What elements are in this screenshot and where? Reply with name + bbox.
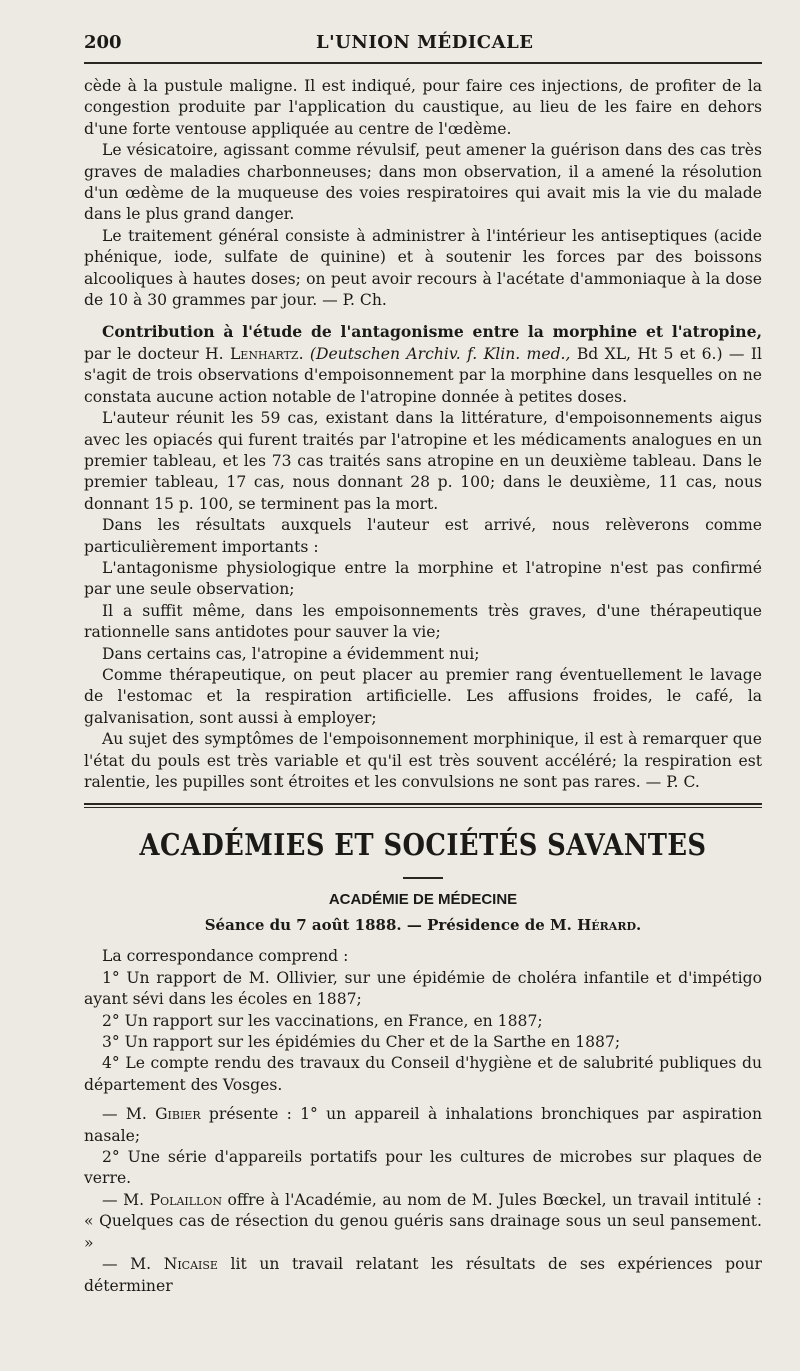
correspondence-intro: La correspondance comprend : bbox=[102, 947, 349, 966]
article-title: Contribution à l'étude de l'antagonisme entre la morphine et l'atropine, bbox=[102, 322, 762, 342]
gibier-text: présente : 1° un appareil à inhalations bronchiques par aspiration nasale; bbox=[84, 1105, 762, 1145]
article-author: Lenhartz bbox=[229, 344, 299, 363]
page-header bbox=[84, 28, 762, 56]
president-name: Hérard bbox=[577, 916, 637, 935]
correspondence-item-4: 4° Le compte rendu des travaux du Conseil d'hygiène et de salubrité publiques du département des Vosges. bbox=[84, 1054, 762, 1094]
nicaise-reading bbox=[84, 1254, 762, 1297]
section-title: ACADÉMIES ET SOCIÉTÉS SAVANTES bbox=[139, 828, 707, 864]
paragraph-result-1: L'antagonisme physiologique entre la morphine et l'atropine n'est pas confirmé par une seule observation; bbox=[84, 558, 762, 599]
polaillon-dash: — M. bbox=[102, 1190, 150, 1209]
gibier-item-2: 2° Une série d'appareils portatifs pour les cultures de microbes sur plaques de verre. bbox=[84, 1148, 762, 1188]
paragraph-statistics: L'auteur réunit les 59 cas, existant dans la littérature, d'empoisonnements aigus avec les opiacés qui furent traités par l'atropine et les médicaments analogues en un premier tableau, et les 73 cas traités sans atropine en un deuxième tableau. Dans le premier tableau, 17 cas, nous donnant 28 p. 100; dans le deuxième, 11 cas, nous donnant 15 p. 100, se terminent pas la mort. bbox=[84, 409, 762, 513]
paragraph-result-3: Dans certains cas, l'atropine a évidemment nui; bbox=[102, 644, 480, 663]
session-date: Séance du 7 août 1888. — Présidence de M. bbox=[204, 916, 578, 935]
polaillon-offer bbox=[84, 1190, 762, 1254]
correspondence-item-1: 1° Un rapport de M. Ollivier, sur une épidémie de choléra infantile et d'impétigo ayant sévi dans les écoles en 1887; bbox=[84, 968, 762, 1009]
academy-heading: ACADÉMIE DE MÉDECINE bbox=[328, 891, 518, 909]
nicaise-name: Nicaise bbox=[163, 1255, 218, 1274]
page-number: 200 bbox=[84, 32, 122, 53]
section-divider bbox=[84, 803, 762, 808]
nicaise-text: lit un travail relatant les résultats de ses expériences pour déterminer bbox=[84, 1255, 762, 1295]
article-byline: par le docteur H. bbox=[84, 344, 230, 363]
session-line bbox=[84, 916, 762, 934]
article-dot: . bbox=[298, 344, 310, 363]
polaillon-name: Polaillon bbox=[149, 1190, 222, 1209]
paragraph-result-4: Comme thérapeutique, on peut placer au premier rang éventuellement le lavage de l'estomac et la respiration artificielle. Les affusions froides, le café, la galvanisation, sont aussi à employer; bbox=[84, 665, 762, 727]
paragraph-continuation: cède à la pustule maligne. Il est indiqué, pour faire ces injections, de profiter de la congestion produite par l'application du caustique, au lieu de les faire en dehors d'une forte ventouse appliquée au centre de l'œdème. bbox=[84, 77, 762, 138]
paragraph-results-intro: Dans les résultats auxquels l'auteur est arrivé, nous relèverons comme particulièrement importants : bbox=[84, 516, 762, 556]
article-journal: (Deutschen Archiv. f. Klin. med., bbox=[309, 344, 571, 363]
correspondence-item-3: 3° Un rapport sur les épidémies du Cher et de la Sarthe en 1887; bbox=[102, 1033, 621, 1052]
paragraph-result-2: Il a suffit même, dans les empoisonnements très graves, d'une thérapeutique rationnelle sans antidotes pour sauver la vie; bbox=[84, 601, 762, 642]
header-rule bbox=[84, 62, 762, 64]
article-abstract bbox=[84, 321, 762, 408]
gibier-dash: — M. bbox=[102, 1105, 156, 1124]
paragraph-traitement: Le traitement général consiste à administrer à l'intérieur les antiseptiques (acide phénique, iode, sulfate de quinine) et à soutenir les forces par des boissons alcooliques à hautes doses; on peut avoir recours à l'acétate d'ammoniaque à la dose de 10 à 30 grammes par jour. — P. Ch. bbox=[84, 226, 762, 310]
polaillon-text: offre à l'Académie, au nom de M. Jules Bœckel, un travail intitulé : « Quelques cas de résection du genou guéris sans drainage sous un seul pansement. » bbox=[84, 1190, 762, 1252]
article-abstract-text: Bd XL, Ht 5 et 6.) — Il s'agit de trois observations d'empoisonnement par la morphine dans lesquelles on ne constata aucune action notable de l'atropine donnée à petites doses. bbox=[84, 344, 762, 406]
gibier-presentation bbox=[84, 1104, 762, 1147]
paragraph-symptoms: Au sujet des symptômes de l'empoisonnement morphinique, il est à remarquer que l'état du pouls est très variable et qu'il est très souvent accéléré; la respiration est ralentie, les pupilles sont étroites et les convulsions ne sont pas rares. — P. C. bbox=[84, 730, 762, 791]
session-end: . bbox=[636, 916, 642, 935]
nicaise-dash: — M. bbox=[102, 1255, 164, 1274]
title-rule bbox=[403, 877, 443, 879]
running-title: L'UNION MÉDICALE bbox=[316, 32, 534, 53]
paragraph-vesicatoire: Le vésicatoire, agissant comme révulsif, peut amener la guérison dans des cas très graves de maladies charbonneuses; dans mon observation, il a amené la résolution d'un œdème de la muqueuse des voies respiratoires qui avait mis la vie du malade dans le plus grand danger. bbox=[84, 141, 762, 224]
gibier-name: Gibier bbox=[155, 1105, 201, 1124]
correspondence-item-2: 2° Un rapport sur les vaccinations, en France, en 1887; bbox=[102, 1011, 543, 1030]
